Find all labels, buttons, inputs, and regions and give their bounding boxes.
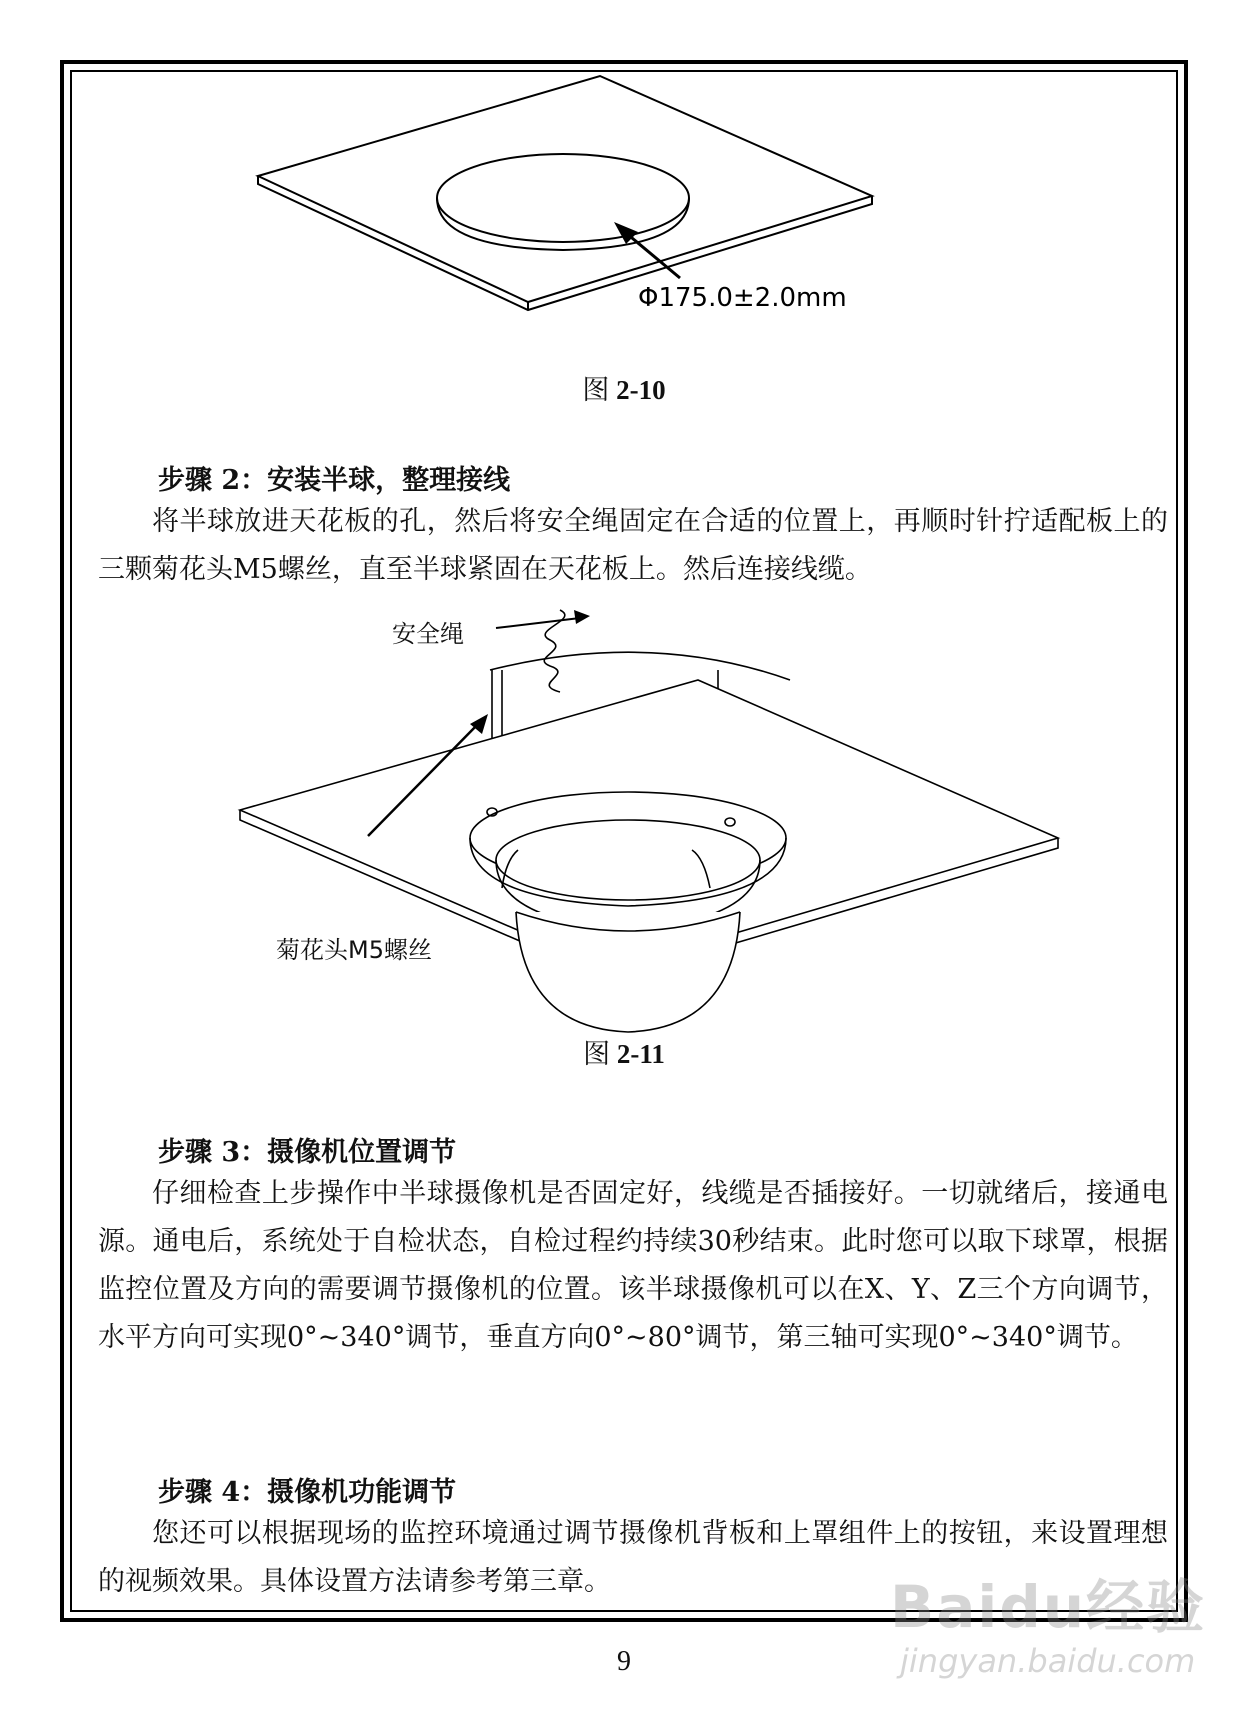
page-number: 9 <box>617 1646 631 1677</box>
caption-number: 2-10 <box>616 375 666 405</box>
dimension-label: Φ175.0±2.0mm <box>638 283 847 313</box>
figure-dome-installed <box>230 600 1090 1040</box>
step2-heading: 步骤 2：安装半球，整理接线 <box>158 465 511 496</box>
figure-caption-2-11 <box>0 1032 1248 1071</box>
step3-heading: 步骤 3：摄像机位置调节 <box>158 1137 457 1168</box>
dome-cover <box>516 912 740 1032</box>
caption-prefix: 图 <box>582 375 610 405</box>
step4-body: 您还可以根据现场的监控环境通过调节摄像机背板和上罩组件上的按钮，来设置理想的视频效果。具体设置方法请参考第三章。 <box>98 1518 1168 1597</box>
step4-heading: 步骤 4：摄像机功能调节 <box>158 1477 457 1508</box>
caption-prefix: 图 <box>583 1039 611 1069</box>
figure-caption-2-10 <box>0 368 1248 407</box>
figure-ceiling-hole <box>250 72 970 372</box>
watermark-url: jingyan.baidu.com <box>900 1642 1196 1680</box>
ceiling-hole <box>437 154 689 242</box>
label-safety-rope: 安全绳 <box>392 620 464 648</box>
label-m5-screw: 菊花头M5螺丝 <box>276 936 432 964</box>
baidu-watermark <box>880 1560 1220 1700</box>
step3-body: 仔细检查上步操作中半球摄像机是否固定好，线缆是否插接好。一切就绪后，接通电源。通电后，系统处于自检状态，自检过程约持续30秒结束。此时您可以取下球罩，根据监控位置及方向的需要调节摄像机的位置。该半球摄像机可以在X、Y、Z三个方向调节，水平方向可实现0°~340°调节，垂直方向0°~80°调节，第三轴可实现0°~340°调节。 <box>98 1178 1168 1353</box>
caption-number: 2-11 <box>616 1039 665 1069</box>
watermark-logo: Baidu经验 <box>890 1573 1207 1641</box>
step2-body: 将半球放进天花板的孔，然后将安全绳固定在合适的位置上，再顺时针拧适配板上的三颗菊花头M5螺丝，直至半球紧固在天花板上。然后连接线缆。 <box>98 506 1168 585</box>
